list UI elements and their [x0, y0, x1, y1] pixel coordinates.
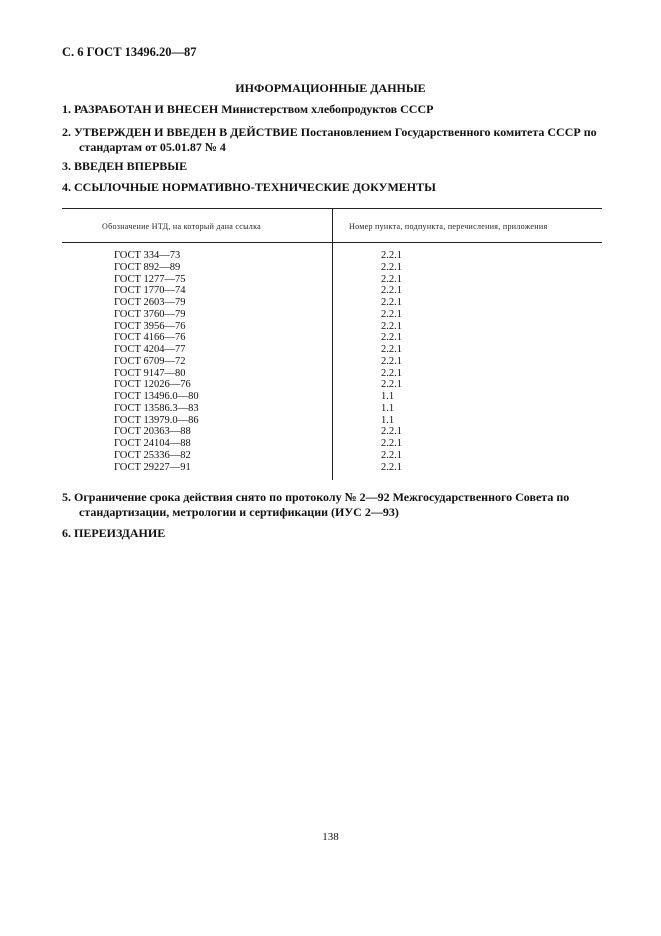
table-column-divider: [332, 208, 333, 480]
document-list: [114, 250, 199, 473]
table-cell-document: ГОСТ 13586.3—83: [114, 402, 199, 414]
table-cell-clause: 2.2.1: [381, 367, 402, 379]
table-cell-document: ГОСТ 9147—80: [114, 367, 186, 379]
item-lead: УТВЕРЖДЕН И ВВЕДЕН В ДЕЙСТВИЕ: [74, 125, 298, 139]
table-cell-document: ГОСТ 24104—88: [114, 438, 191, 449]
table-cell-document: ГОСТ 13979.0—86: [114, 414, 199, 426]
table-cell-document: ГОСТ 2603—79: [114, 297, 186, 308]
table-cell-clause: 2.2.1: [381, 285, 402, 297]
table-cell-clause: 1.1: [381, 402, 395, 414]
page-number: 138: [322, 831, 339, 843]
section-title: ИНФОРМАЦИОННЫЕ ДАННЫЕ: [235, 81, 426, 95]
table-cell-clause: 2.2.1: [381, 461, 402, 473]
table-cell-clause: 2.2.1: [381, 449, 402, 461]
table-cell-document: ГОСТ 12026—76: [114, 379, 191, 391]
reference-table: [62, 208, 602, 480]
item-lead: РАЗРАБОТАН И ВНЕСЕН: [74, 102, 219, 116]
info-item-1: [62, 102, 602, 117]
item-number: 1.: [62, 102, 71, 116]
clause-list: [381, 250, 402, 473]
item-number: 5.: [62, 490, 71, 504]
info-item-5: [62, 490, 619, 519]
item-lead: ПЕРЕИЗДАНИЕ: [74, 526, 166, 540]
item-lead: ССЫЛОЧНЫЕ НОРМАТИВНО-ТЕХНИЧЕСКИЕ ДОКУМЕНТЫ: [74, 180, 436, 194]
table-cell-clause: 2.2.1: [381, 273, 402, 285]
table-cell-document: ГОСТ 4204—77: [114, 344, 186, 355]
table-cell-clause: 1.1: [381, 414, 395, 426]
table-cell-document: ГОСТ 3956—76: [114, 320, 186, 332]
table-cell-document: ГОСТ 6709—72: [114, 355, 186, 367]
table-cell-document: ГОСТ 29227—91: [114, 461, 191, 473]
item-text: Министерством хлебопродуктов СССР: [221, 102, 434, 116]
item-number: 4.: [62, 180, 71, 194]
column-header-clause: Номер пункта, подпункта, перечисления, приложения: [349, 222, 548, 231]
table-cell-document: ГОСТ 20363—88: [114, 426, 191, 438]
table-cell-document: ГОСТ 892—89: [114, 261, 181, 273]
table-cell-clause: 2.2.1: [381, 355, 402, 367]
item-lead: ВВЕДЕН ВПЕРВЫЕ: [74, 159, 188, 173]
table-cell-document: ГОСТ 1277—75: [114, 273, 186, 285]
info-item-4: [62, 180, 602, 195]
column-header-document: Обозначение НТД, на который дана ссылка: [102, 222, 262, 231]
table-cell-clause: 2.2.1: [381, 297, 402, 308]
table-cell-clause: 2.2.1: [381, 438, 402, 449]
table-cell-document: ГОСТ 25336—82: [114, 449, 191, 461]
table-cell-clause: 2.2.1: [381, 344, 402, 355]
item-lead: Ограничение срока действия снято по протоколу № 2—92 Межгосударственного Совета по стандартизации, метрологии и сертификации (ИУС 2—93): [74, 490, 570, 519]
table-cell-clause: 2.2.1: [381, 308, 402, 320]
item-number: 2.: [62, 125, 71, 139]
table-cell-clause: 2.2.1: [381, 261, 402, 273]
table-cell-clause: 2.2.1: [381, 332, 402, 344]
item-text: Постановлением Государственного комитета СССР по стандартам от 05.01.87 № 4: [79, 125, 597, 154]
table-cell-document: ГОСТ 3760—79: [114, 308, 186, 320]
item-number: 3.: [62, 159, 71, 173]
table-cell-document: ГОСТ 1770—74: [114, 285, 186, 297]
table-cell-document: ГОСТ 13496.0—80: [114, 391, 199, 402]
info-item-3: [62, 159, 602, 174]
table-cell-document: ГОСТ 4166—76: [114, 332, 186, 344]
table-cell-document: ГОСТ 334—73: [114, 250, 181, 261]
table-cell-clause: 2.2.1: [381, 426, 402, 438]
info-item-6: [62, 526, 602, 541]
table-cell-clause: 2.2.1: [381, 320, 402, 332]
info-item-2: [62, 125, 619, 154]
table-cell-clause: 1.1: [381, 391, 395, 402]
table-cell-clause: 2.2.1: [381, 379, 402, 391]
table-cell-clause: 2.2.1: [381, 250, 402, 261]
item-number: 6.: [62, 526, 71, 540]
running-head: С. 6 ГОСТ 13496.20—87: [62, 45, 197, 59]
